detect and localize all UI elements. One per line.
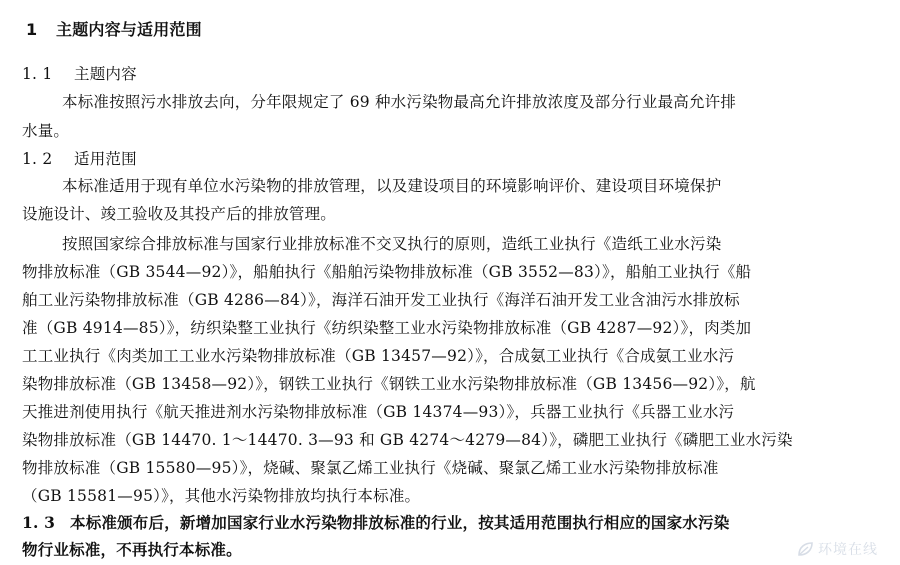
subsection-number: 1. 2 (22, 150, 53, 168)
paragraph-line: 物排放标准（GB 3544—92）》，船舶执行《船舶污染物排放标准（GB 3552—83）》，船舶工业执行《船 (22, 263, 752, 281)
subsection-heading-1-1 (22, 64, 137, 84)
watermark (796, 539, 878, 559)
paragraph-line: 舶工业污染物排放标准（GB 4286—84）》，海洋石油开发工业执行《海洋石油开发工业含油污水排放标 (22, 291, 740, 309)
section-title: 主题内容与适用范围 (56, 20, 202, 39)
paragraph-line: （GB 15581—95）》，其他水污染物排放均执行本标准。 (22, 487, 421, 505)
subsection-heading-1-2 (22, 149, 137, 169)
paragraph-line: 按照国家综合排放标准与国家行业排放标准不交叉执行的原则，造纸工业执行《造纸工业水污染 (62, 235, 722, 253)
paragraph-line: 物排放标准（GB 15580—95）》，烧碱、聚氯乙烯工业执行《烧碱、聚氯乙烯工业水污染物排放标准 (22, 459, 719, 477)
paragraph-line: 本标准颁布后，新增加国家行业水污染物排放标准的行业，按其适用范围执行相应的国家水污染 (70, 513, 730, 532)
paragraph-line: 本标准按照污水排放去向，分年限规定了 69 种水污染物最高允许排放浓度及部分行业最高允许排 (62, 93, 737, 111)
paragraph-line: 水量。 (22, 122, 70, 140)
paragraph-line: 本标准适用于现有单位水污染物的排放管理，以及建设项目的环境影响评价、建设项目环境保护 (62, 177, 722, 195)
subsection-title: 适用范围 (74, 150, 137, 168)
paragraph-line: 设施设计、竣工验收及其投产后的排放管理。 (22, 205, 337, 223)
subsection-1-3-line (22, 513, 729, 533)
subsection-number: 1. 1 (22, 65, 53, 83)
watermark-text: 环境在线 (818, 542, 878, 558)
paragraph-line: 染物排放标准（GB 13458—92）》，钢铁工业执行《钢铁工业水污染物排放标准（GB 13456—92）》，航 (22, 375, 756, 393)
leaf-logo-icon (796, 540, 814, 558)
paragraph-line: 工工业执行《肉类加工工业水污染物排放标准（GB 13457—92）》，合成氨工业执行《合成氨工业水污 (22, 347, 735, 365)
paragraph-line: 物行业标准，不再执行本标准。 (22, 540, 242, 559)
subsection-title: 主题内容 (74, 65, 137, 83)
subsection-number: 1. 3 (22, 513, 56, 532)
section-number: 1 (26, 20, 38, 39)
section-heading (26, 20, 202, 40)
paragraph-line: 准（GB 4914—85）》，纺织染整工业执行《纺织染整工业水污染物排放标准（GB 4287—92）》，肉类加 (22, 319, 752, 337)
paragraph-line: 染物排放标准（GB 14470. 1～14470. 3—93 和 GB 4274～4279—84）》，磷肥工业执行《磷肥工业水污染 (22, 431, 793, 449)
paragraph-line: 天推进剂使用执行《航天推进剂水污染物排放标准（GB 14374—93）》，兵器工业执行《兵器工业水污 (22, 403, 735, 421)
